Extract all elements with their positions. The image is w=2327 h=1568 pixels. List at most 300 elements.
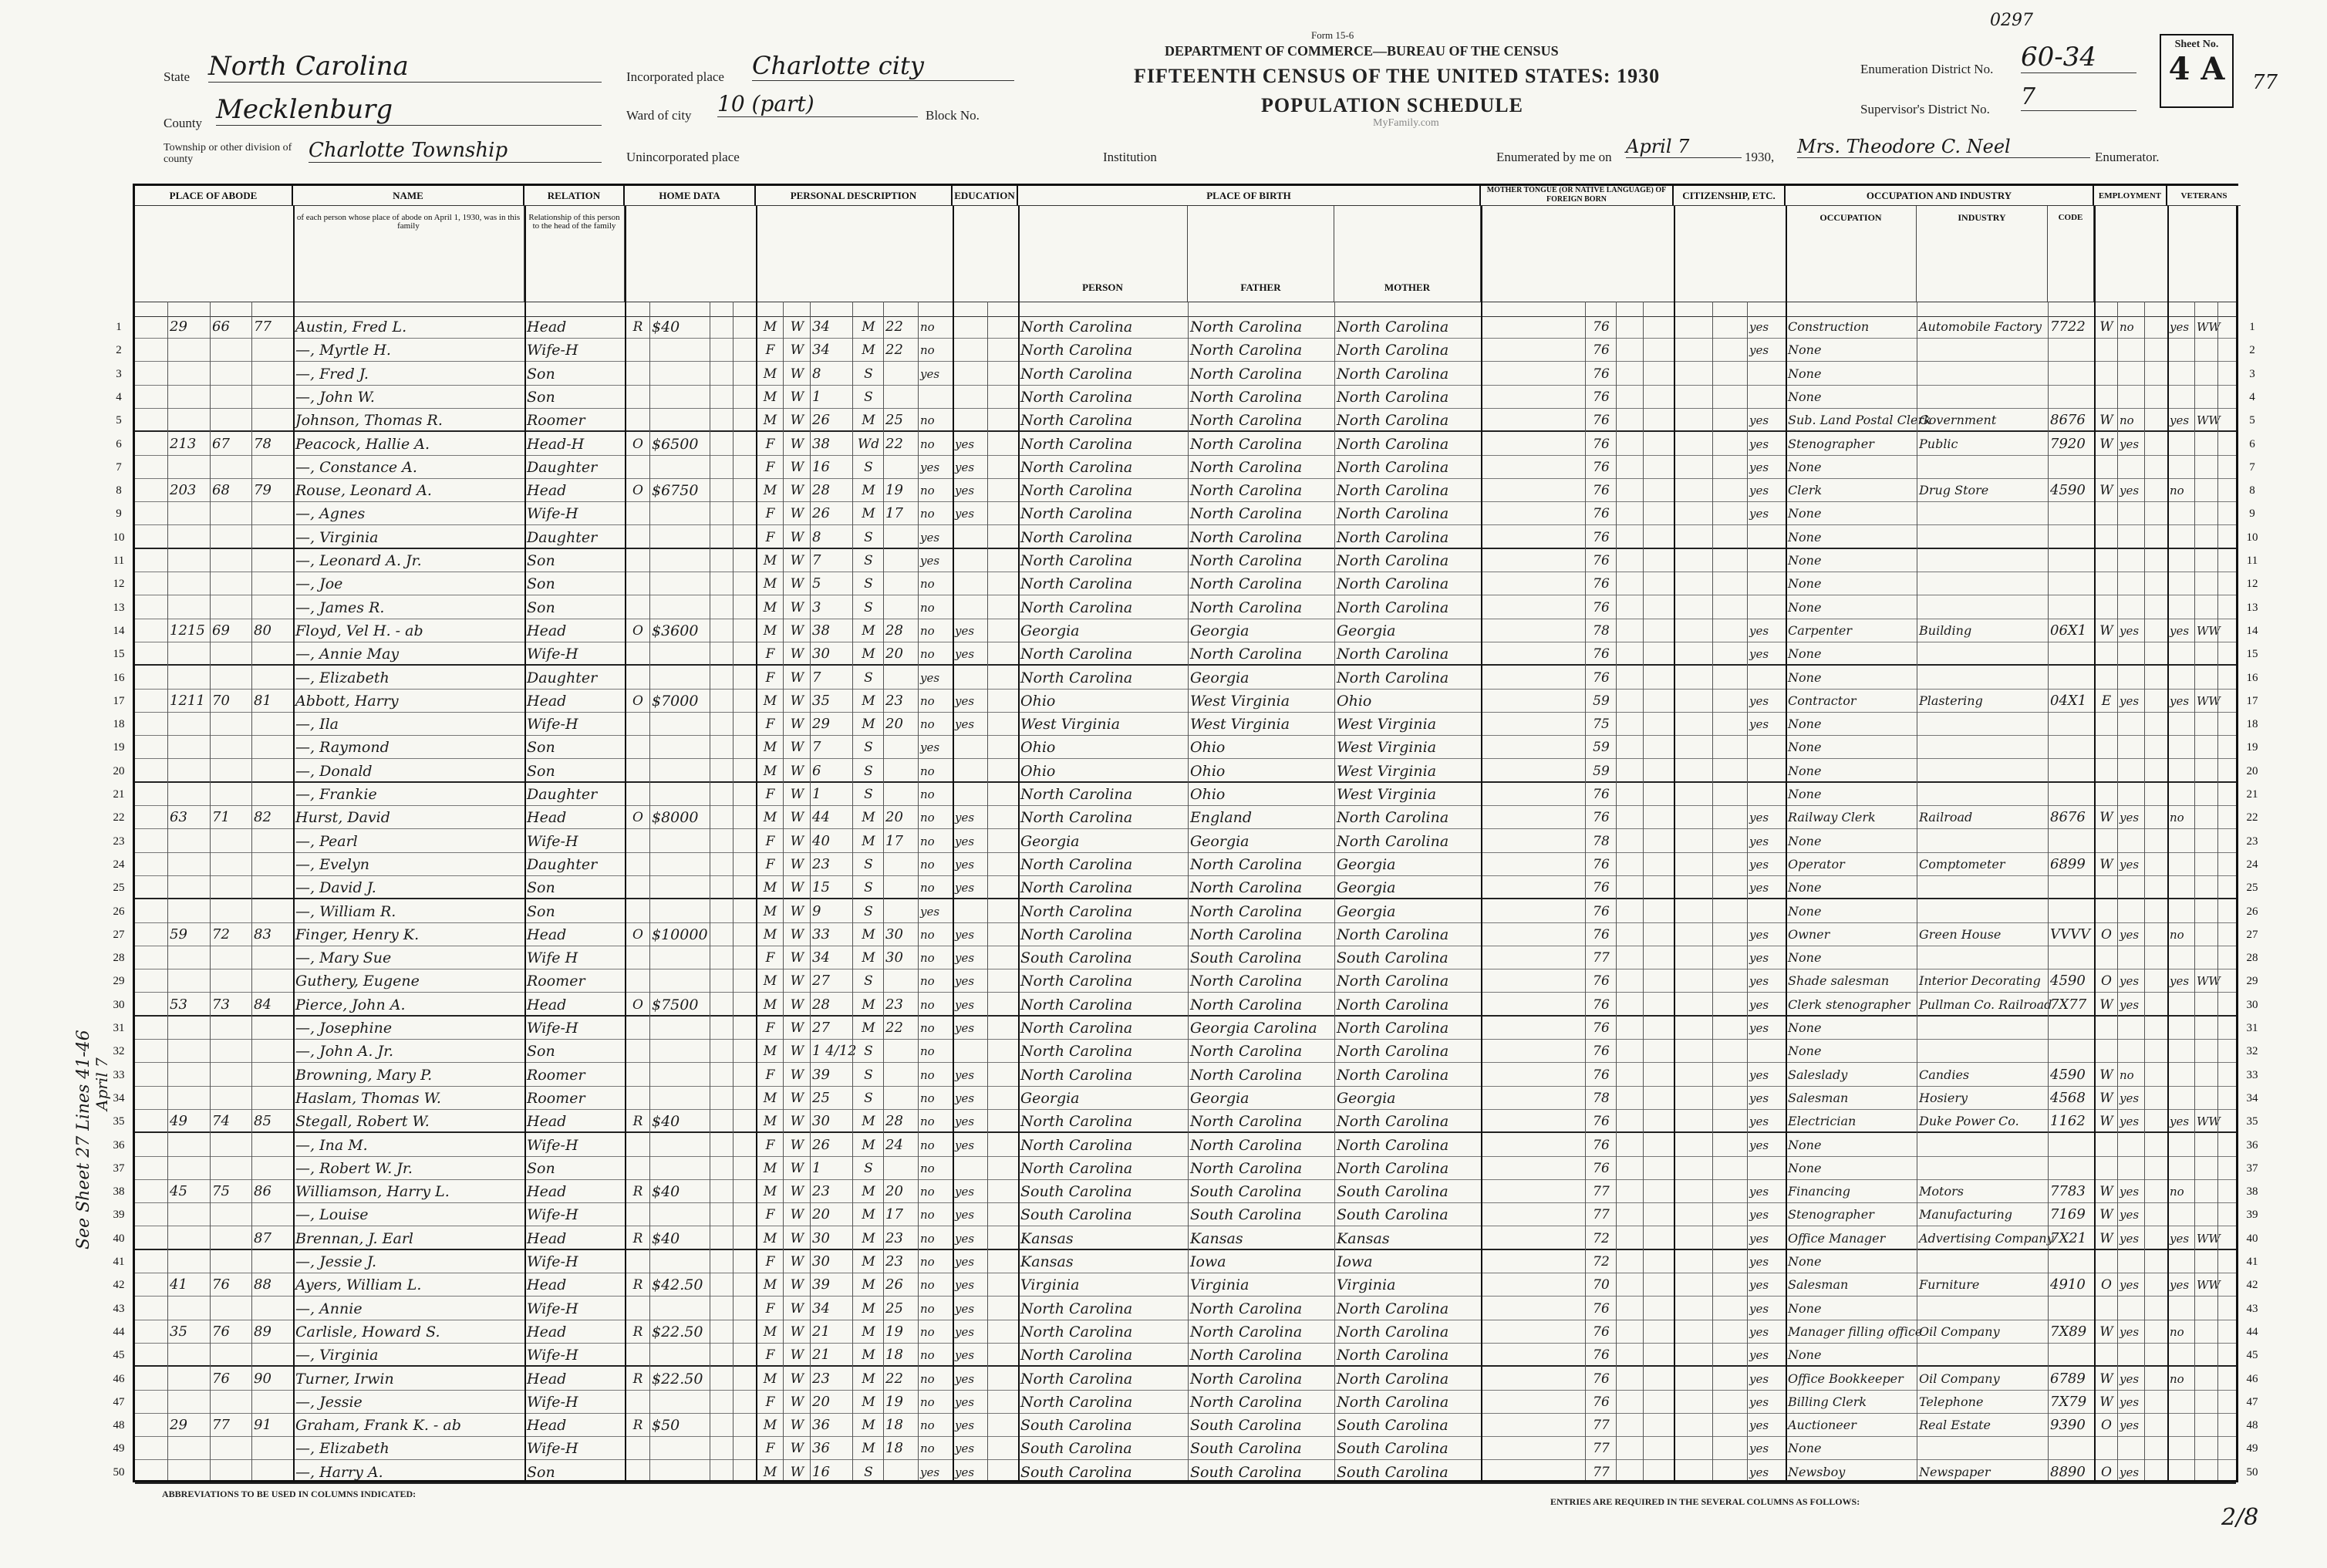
cell-ms: S <box>864 740 873 756</box>
cell-race: W <box>790 483 804 499</box>
industry-head: INDUSTRY <box>1917 206 2048 302</box>
cell-fpob: North Carolina <box>1190 1043 1303 1061</box>
cell-val: $6750 <box>652 482 699 500</box>
form-number: Form 15-6 <box>1311 29 1354 41</box>
cell-age: 21 <box>812 1323 830 1340</box>
cell-race: W <box>790 366 804 382</box>
cell-rel: Head <box>527 622 567 639</box>
cell-own: O <box>632 622 643 639</box>
cell-ocode: 9390 <box>2050 1417 2086 1434</box>
line-number: 14 <box>2246 624 2258 637</box>
cell-fpob: North Carolina <box>1190 435 1303 453</box>
cell-fpob: North Carolina <box>1190 552 1303 569</box>
cell-own: R <box>632 1230 643 1246</box>
township-value: Charlotte Township <box>309 139 602 163</box>
cell-work: yes <box>2120 997 2140 1012</box>
line-number: 47 <box>2246 1395 2258 1408</box>
cell-fpob: North Carolina <box>1190 1066 1303 1084</box>
cell-marage: 28 <box>885 1113 903 1130</box>
cell-age: 29 <box>812 716 830 733</box>
cell-occ: None <box>1788 576 1822 592</box>
cell-ms: M <box>862 622 875 639</box>
cell-ms: S <box>864 787 873 802</box>
cell-code: 78 <box>1593 622 1610 639</box>
line-number: 43 <box>2246 1302 2258 1315</box>
cell-name: —, Pearl <box>295 832 358 850</box>
cell-sex: M <box>763 553 777 568</box>
cell-race: W <box>790 763 804 779</box>
cell-mpob: South Carolina <box>1337 1206 1448 1224</box>
cell-eng: yes <box>1749 1278 1769 1293</box>
cell-school: no <box>920 1091 935 1105</box>
cell-fpob: North Carolina <box>1190 575 1303 593</box>
line-number: 4 <box>2249 390 2255 403</box>
cell-eng: yes <box>1749 1091 1769 1105</box>
cell-dwell: 69 <box>212 622 230 639</box>
cell-age: 9 <box>812 902 821 919</box>
cell-eng: yes <box>1749 1185 1769 1199</box>
sheet-label: Sheet No. <box>2174 39 2219 50</box>
cell-rel: Wife-H <box>527 505 578 523</box>
cell-occ: Railway Clerk <box>1788 810 1876 825</box>
cell-race: W <box>790 1020 804 1036</box>
line-number: 10 <box>2246 531 2258 544</box>
cell-fpob: North Carolina <box>1190 365 1303 383</box>
cell-cls: W <box>2099 1394 2113 1410</box>
cell-race: W <box>790 553 804 568</box>
block-label: Block No. <box>926 108 980 123</box>
table-row <box>135 596 2236 619</box>
cell-race: W <box>790 903 804 919</box>
cell-age: 34 <box>812 342 830 359</box>
cell-marage: 25 <box>885 412 903 429</box>
cell-occ: Office Bookkeeper <box>1788 1371 1904 1386</box>
cell-code: 76 <box>1593 1347 1610 1364</box>
cell-occ: Salesman <box>1788 1277 1849 1293</box>
cell-cls: W <box>2099 319 2113 335</box>
cell-work: no <box>2120 1067 2134 1082</box>
cell-fpob: North Carolina <box>1190 1323 1303 1340</box>
line-number: 34 <box>113 1091 125 1104</box>
cell-fpob: North Carolina <box>1190 528 1303 546</box>
sd-label: Supervisor's District No. <box>1860 102 1990 116</box>
cell-dwell: 66 <box>212 319 230 335</box>
cell-mpob: Virginia <box>1337 1276 1396 1294</box>
cell-ms: M <box>862 1277 875 1293</box>
line-number: 37 <box>2246 1162 2258 1175</box>
cell-pob: North Carolina <box>1020 669 1133 686</box>
line-number: 31 <box>2246 1022 2258 1034</box>
cell-school: no <box>920 1278 935 1293</box>
cell-eng: yes <box>1749 1231 1769 1246</box>
cell-name: —, Leonard A. Jr. <box>295 552 422 569</box>
line-number: 5 <box>116 414 122 427</box>
cell-read: yes <box>955 1091 975 1105</box>
cell-age: 7 <box>812 739 821 756</box>
line-number: 24 <box>113 858 125 871</box>
name-column-desc: of each person whose place of abode on April 1, 1930, was in this family <box>293 206 524 302</box>
cell-eng: yes <box>1749 484 1769 498</box>
cell-cls: E <box>2101 693 2112 709</box>
cell-occ: None <box>1788 717 1822 732</box>
line-number: 40 <box>2246 1232 2258 1245</box>
line-number: 31 <box>113 1022 125 1034</box>
cell-sex: F <box>765 1020 775 1036</box>
cell-age: 34 <box>812 1300 830 1317</box>
cell-eng: yes <box>1749 460 1769 474</box>
cell-ms: M <box>862 319 875 335</box>
cell-age: 28 <box>812 996 830 1013</box>
cell-ocode: 7783 <box>2050 1183 2086 1200</box>
cell-pob: Georgia <box>1020 1089 1080 1107</box>
cell-sex: M <box>763 1277 777 1293</box>
cell-code: 78 <box>1593 833 1610 849</box>
line-number: 29 <box>113 975 125 988</box>
cell-pob: North Carolina <box>1020 809 1133 827</box>
cell-pob: North Carolina <box>1020 1323 1133 1340</box>
cell-val: $6500 <box>652 435 699 453</box>
cell-rel: Head <box>527 809 567 827</box>
cell-marage: 30 <box>885 949 903 966</box>
cell-ocode: 4910 <box>2050 1276 2086 1293</box>
cell-marage: 19 <box>885 1393 903 1410</box>
group-occupation-industry: OCCUPATION AND INDUSTRY <box>1786 186 2094 206</box>
cell-sex: M <box>763 740 777 756</box>
line-number: 22 <box>2246 811 2258 824</box>
cell-eng: yes <box>1749 437 1769 451</box>
cell-mpob: North Carolina <box>1337 342 1449 359</box>
cell-fpob: West Virginia <box>1190 692 1290 710</box>
line-number: 24 <box>2246 858 2258 871</box>
cell-eng: yes <box>1749 1208 1769 1222</box>
line-number: 46 <box>2246 1372 2258 1385</box>
cell-name: Carlisle, Howard S. <box>295 1323 440 1340</box>
cell-pob: North Carolina <box>1020 319 1133 336</box>
cell-fpob: North Carolina <box>1190 646 1303 663</box>
cell-sex: M <box>763 483 777 499</box>
cell-race: W <box>790 856 804 872</box>
cell-name: Turner, Irwin <box>295 1370 394 1388</box>
group-place-of-abode: PLACE OF ABODE <box>135 186 293 206</box>
group-name: NAME <box>293 186 524 206</box>
cell-name: —, Raymond <box>295 739 390 757</box>
cell-sex: F <box>765 1207 775 1223</box>
cell-mpob: North Carolina <box>1337 1323 1449 1340</box>
line-number: 44 <box>2246 1325 2258 1338</box>
cell-house: 35 <box>170 1323 187 1340</box>
cell-ms: S <box>864 366 873 382</box>
line-number: 19 <box>2246 741 2258 754</box>
cell-marage: 23 <box>885 996 903 1013</box>
cell-war: WW <box>2197 974 2221 989</box>
cell-fpob: North Carolina <box>1190 973 1303 990</box>
cell-name: Johnson, Thomas R. <box>295 412 443 430</box>
cell-ms: M <box>862 950 875 966</box>
cell-marage: 19 <box>885 1323 903 1340</box>
line-number: 50 <box>2246 1465 2258 1479</box>
cell-age: 40 <box>812 832 830 849</box>
cell-rel: Head <box>527 996 567 1013</box>
cell-pob: North Carolina <box>1020 412 1133 430</box>
cell-own: O <box>632 996 643 1013</box>
cell-age: 3 <box>812 599 821 615</box>
cell-val: $7500 <box>652 996 699 1013</box>
cell-ms: M <box>862 413 875 429</box>
line-number: 4 <box>116 390 122 403</box>
cell-house: 29 <box>170 319 187 335</box>
line-number: 17 <box>2246 694 2258 707</box>
cell-sex: F <box>765 1137 775 1153</box>
cell-fam: 87 <box>254 1229 271 1246</box>
cell-read: yes <box>955 1208 975 1222</box>
cell-dwell: 75 <box>212 1183 230 1200</box>
cell-fpob: South Carolina <box>1190 1206 1302 1224</box>
cell-read: yes <box>955 1442 975 1456</box>
cell-code: 76 <box>1593 506 1610 522</box>
cell-own: R <box>632 1418 643 1434</box>
cell-rel: Son <box>527 552 555 569</box>
cell-pob: Georgia <box>1020 622 1080 639</box>
cell-sex: F <box>765 529 775 545</box>
cell-ocode: 7X21 <box>2050 1229 2087 1246</box>
cell-occ: None <box>1788 1254 1822 1269</box>
cell-code: 76 <box>1593 1067 1610 1083</box>
cell-marage: 23 <box>885 1229 903 1246</box>
cell-fpob: North Carolina <box>1190 412 1303 430</box>
cell-occ: None <box>1788 342 1822 358</box>
cell-sex: M <box>763 622 777 639</box>
ward-label: Ward of city <box>626 108 692 123</box>
cell-sex: M <box>763 1464 777 1480</box>
cell-age: 15 <box>812 879 830 896</box>
cell-own: O <box>632 693 643 709</box>
cell-fam: 86 <box>254 1183 271 1200</box>
cell-sex: M <box>763 1371 777 1387</box>
cell-age: 23 <box>812 855 830 872</box>
table-row <box>135 549 2236 572</box>
line-number: 42 <box>2246 1279 2258 1292</box>
cell-rel: Wife H <box>527 949 578 967</box>
line-number: 43 <box>113 1302 125 1315</box>
table-row <box>135 713 2236 736</box>
cell-age: 36 <box>812 1440 830 1457</box>
cell-rel: Wife-H <box>527 1136 578 1154</box>
line-number: 23 <box>113 835 125 848</box>
line-number: 21 <box>2246 788 2258 801</box>
cell-pob: North Carolina <box>1020 973 1133 990</box>
cell-race: W <box>790 1160 804 1176</box>
cell-fpob: Georgia <box>1190 669 1249 686</box>
cell-ms: S <box>864 1044 873 1060</box>
cell-school: no <box>920 1418 935 1433</box>
line-number: 36 <box>2246 1138 2258 1152</box>
cell-name: Floyd, Vel H. - ab <box>295 622 423 639</box>
table-row <box>135 806 2236 829</box>
cell-age: 8 <box>812 528 821 545</box>
cell-ms: S <box>864 1160 873 1176</box>
cell-house: 29 <box>170 1417 187 1434</box>
cell-dwell: 76 <box>212 1323 230 1340</box>
cell-eng: yes <box>1749 1348 1769 1363</box>
cell-ms: M <box>862 1394 875 1410</box>
cell-ms: Wd <box>857 436 880 452</box>
line-number: 8 <box>116 484 122 497</box>
cell-rel: Daughter <box>527 786 598 803</box>
cell-age: 1 4/12 <box>812 1043 857 1060</box>
cell-fpob: North Carolina <box>1190 482 1303 500</box>
cell-sex: F <box>765 1441 775 1457</box>
sd-value: 7 <box>2021 83 2136 111</box>
cell-school: no <box>920 1348 935 1363</box>
corner-mark: 2/8 <box>2221 1504 2259 1531</box>
cell-sex: F <box>765 1067 775 1083</box>
cell-ocode: 4590 <box>2050 1066 2086 1083</box>
cell-own: O <box>632 483 643 499</box>
cell-fpob: North Carolina <box>1190 458 1303 476</box>
line-number: 2 <box>2249 344 2255 357</box>
line-number: 12 <box>2246 578 2258 591</box>
cell-ms: S <box>864 389 873 405</box>
watermark: MyFamily.com <box>1373 117 1439 129</box>
cell-name: Hurst, David <box>295 809 390 827</box>
cell-ind: Building <box>1919 622 1972 638</box>
cell-race: W <box>790 1254 804 1270</box>
cell-age: 25 <box>812 1089 830 1106</box>
cell-race: W <box>790 576 804 592</box>
line-number: 25 <box>113 882 125 895</box>
cell-ind: Hosiery <box>1919 1090 1968 1105</box>
cell-cls: W <box>2099 1207 2113 1223</box>
cell-fam: 82 <box>254 809 271 826</box>
line-number: 25 <box>2246 882 2258 895</box>
cell-age: 1 <box>812 388 821 405</box>
line-number: 30 <box>2246 998 2258 1011</box>
cell-sex: M <box>763 903 777 919</box>
cell-ms: M <box>862 1324 875 1340</box>
table-row <box>135 1110 2236 1133</box>
cell-cls: O <box>2101 1277 2112 1293</box>
table-row <box>135 1344 2236 1367</box>
cell-read: yes <box>955 623 975 638</box>
cell-mpob: North Carolina <box>1337 1043 1449 1061</box>
cell-marage: 20 <box>885 646 903 663</box>
cell-pob: North Carolina <box>1020 1136 1133 1154</box>
cell-name: —, Harry A. <box>295 1463 383 1481</box>
cell-fpob: North Carolina <box>1190 996 1303 1013</box>
cell-ms: M <box>862 810 875 826</box>
cell-code: 70 <box>1593 1277 1610 1293</box>
cell-cls: W <box>2099 996 2113 1013</box>
cell-fpob: North Carolina <box>1190 1370 1303 1388</box>
line-number: 13 <box>113 601 125 614</box>
cell-mpob: North Carolina <box>1337 832 1449 850</box>
cell-ocode: 4590 <box>2050 482 2086 499</box>
rows-container <box>135 315 2236 1480</box>
cell-school: yes <box>920 366 940 381</box>
person-birth-head: PERSON <box>1018 206 1188 302</box>
cell-work: yes <box>2120 927 2140 942</box>
cell-dwell: 68 <box>212 482 230 499</box>
cell-eng: yes <box>1749 717 1769 732</box>
cell-vet: no <box>2170 811 2184 825</box>
cell-ms: S <box>864 576 873 592</box>
cell-ms: M <box>862 1137 875 1153</box>
line-number: 14 <box>113 624 125 637</box>
cell-fpob: South Carolina <box>1190 949 1302 967</box>
cell-ms: M <box>862 1020 875 1036</box>
cell-read: yes <box>955 927 975 942</box>
cell-work: yes <box>2120 623 2140 638</box>
cell-fpob: Ohio <box>1190 762 1226 780</box>
cell-sex: F <box>765 787 775 802</box>
cell-pob: North Carolina <box>1020 1020 1133 1037</box>
cell-vet: yes <box>2170 1231 2190 1246</box>
cell-ms: M <box>862 1207 875 1223</box>
cell-eng: yes <box>1749 951 1769 966</box>
cell-name: —, Agnes <box>295 505 366 523</box>
cell-pob: Ohio <box>1020 762 1056 780</box>
relation-column-desc: Relationship of this person to the head of the family <box>524 206 625 302</box>
cell-code: 77 <box>1593 1184 1610 1200</box>
cell-school: no <box>920 764 935 778</box>
cell-name: —, Frankie <box>295 786 377 803</box>
cell-sex: M <box>763 880 777 896</box>
cell-age: 5 <box>812 575 821 592</box>
cell-fam: 81 <box>254 692 271 709</box>
cell-occ: Shade salesman <box>1788 973 1890 989</box>
cell-ms: M <box>862 1114 875 1130</box>
line-number: 7 <box>116 460 122 474</box>
township-label: Township or other division of county <box>164 142 292 165</box>
cell-race: W <box>790 436 804 452</box>
cell-mpob: North Carolina <box>1337 505 1449 523</box>
cell-read: yes <box>955 437 975 451</box>
table-row <box>135 993 2236 1017</box>
cell-read: yes <box>955 1067 975 1082</box>
cell-vet: yes <box>2170 320 2190 334</box>
cell-cls: W <box>2099 1324 2113 1340</box>
cell-pob: South Carolina <box>1020 1206 1132 1224</box>
cell-name: —, Ina M. <box>295 1136 368 1154</box>
cell-pob: North Carolina <box>1020 342 1133 359</box>
cell-mpob: North Carolina <box>1337 435 1449 453</box>
cell-work: yes <box>2120 1114 2140 1129</box>
cell-rel: Wife-H <box>527 1206 578 1224</box>
cell-occ: Salesman <box>1788 1090 1849 1105</box>
cell-code: 72 <box>1593 1254 1610 1270</box>
table-row <box>135 830 2236 853</box>
cell-age: 27 <box>812 973 830 990</box>
cell-occ: None <box>1788 506 1822 521</box>
cell-ocode: 7X89 <box>2050 1323 2087 1340</box>
cell-code: 76 <box>1593 787 1610 802</box>
cell-fam: 90 <box>254 1370 271 1387</box>
cell-sex: M <box>763 389 777 405</box>
sheet-value: 4 A <box>2168 51 2225 87</box>
cell-read: yes <box>955 1465 975 1479</box>
corner-number: 77 <box>2252 71 2278 94</box>
cell-cls: W <box>2099 483 2113 499</box>
cell-work: yes <box>2120 1278 2140 1293</box>
cell-mpob: North Carolina <box>1337 388 1449 406</box>
line-number: 29 <box>2246 975 2258 988</box>
cell-war: WW <box>2197 1278 2221 1293</box>
cell-pob: North Carolina <box>1020 528 1133 546</box>
cell-own: R <box>632 1324 643 1340</box>
schedule-subtitle: POPULATION SCHEDULE <box>1261 94 1523 116</box>
cell-read: yes <box>955 484 975 498</box>
cell-mpob: North Carolina <box>1337 575 1449 593</box>
